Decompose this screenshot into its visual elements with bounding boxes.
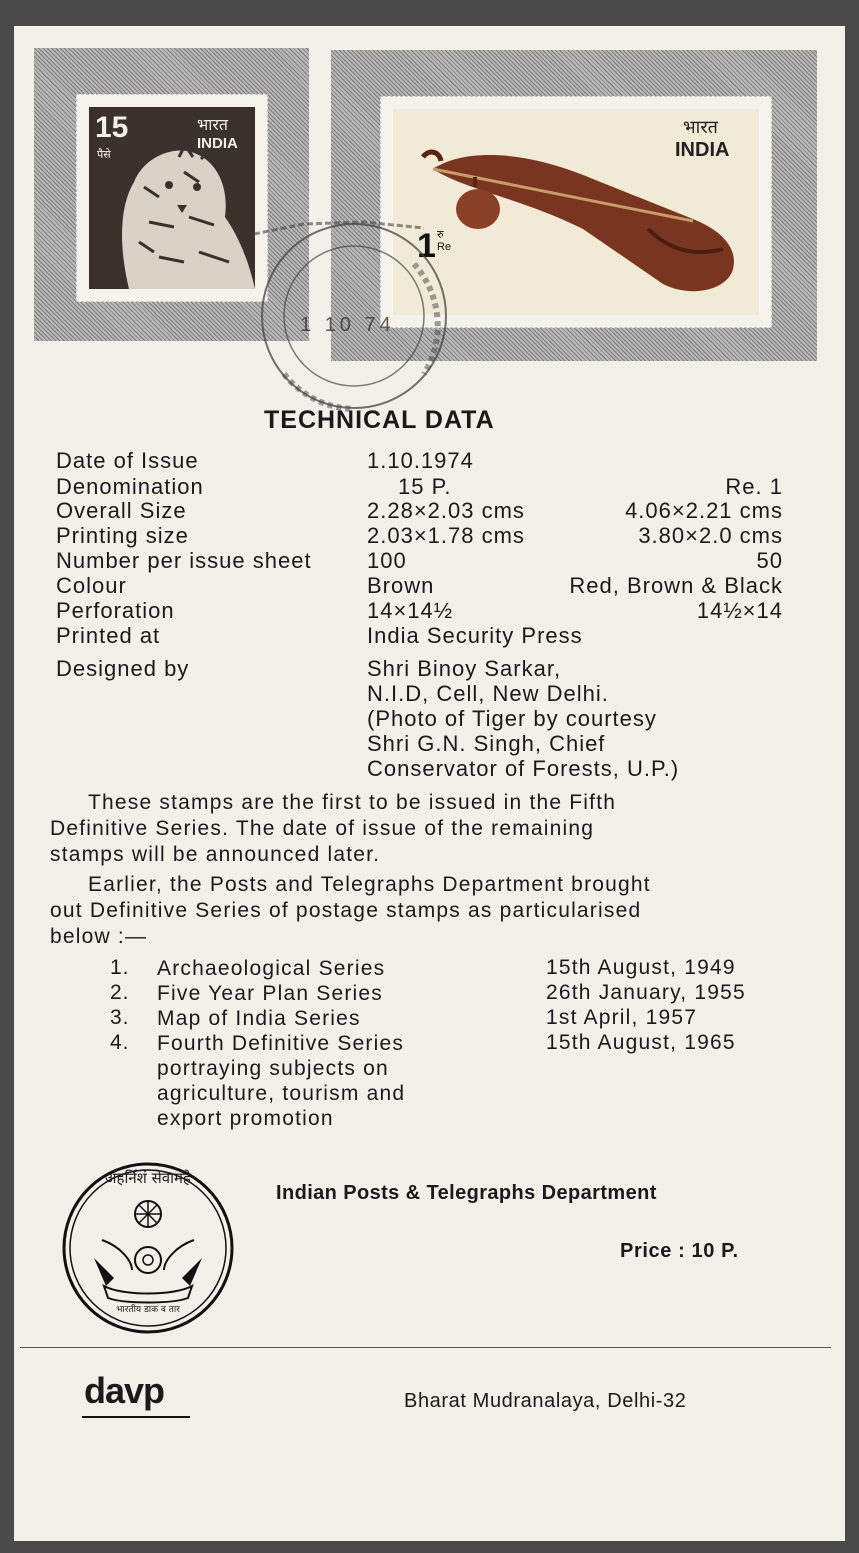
row-label: Overall Size — [56, 498, 187, 523]
item-name: export promotion — [157, 1107, 334, 1130]
department-name: Indian Posts & Telegraphs Department — [276, 1182, 657, 1204]
paragraph-line: Definitive Series. The date of issue of the remaining — [50, 817, 595, 840]
item-number: 2. — [110, 981, 130, 1004]
item-name: portraying subjects on — [157, 1057, 389, 1080]
info-sheet-card — [14, 26, 845, 1541]
item-name: Five Year Plan Series — [157, 982, 383, 1005]
stamp-unit: रु Re — [437, 229, 452, 253]
row-label: Printing size — [56, 523, 189, 548]
row-value-1: 2.28×2.03 cms — [367, 498, 525, 523]
davp-logo — [82, 1370, 190, 1418]
paragraph-line: below :— — [50, 925, 148, 948]
postmark-date: 1 10 74 — [300, 314, 395, 336]
item-date: 26th January, 1955 — [546, 981, 746, 1004]
row-value-2: 14½×14 — [696, 598, 783, 623]
stamp-country: INDIA — [675, 139, 730, 161]
designer-line: (Photo of Tiger by courtesy — [367, 706, 657, 731]
designer-line: Conservator of Forests, U.P.) — [367, 756, 680, 781]
paragraph-line: These stamps are the first to be issued in the Fifth — [88, 791, 617, 814]
row-label: Denomination — [56, 474, 204, 499]
item-number: 3. — [110, 1006, 130, 1029]
stamp-unit: पैसे — [97, 149, 111, 161]
paragraph-line: out Definitive Series of postage stamps as particularised — [50, 899, 642, 922]
row-value-1: Brown — [367, 573, 435, 598]
price: Price : 10 P. — [620, 1240, 739, 1262]
row-value-2: Re. 1 — [725, 474, 783, 499]
paragraph-line: stamps will be announced later. — [50, 843, 381, 866]
emblem-caption: भारतीय डाक व तार — [116, 1305, 180, 1315]
designer-line: Shri G.N. Singh, Chief — [367, 731, 606, 756]
emblem-motto: अहर्निशं सेवामहे — [105, 1169, 191, 1187]
footer-divider — [20, 1347, 831, 1348]
row-value-1: 1.10.1974 — [367, 448, 474, 473]
row-value-2: 3.80×2.0 cms — [638, 523, 783, 548]
paragraph-line: Earlier, the Posts and Telegraphs Department brought — [88, 873, 651, 896]
stamp-country: INDIA — [197, 135, 238, 152]
row-label: Perforation — [56, 598, 175, 623]
row-label: Printed at — [56, 623, 161, 648]
item-name: Fourth Definitive Series — [157, 1032, 405, 1055]
page-title: TECHNICAL DATA — [264, 406, 495, 434]
stamp-value: 1 — [417, 227, 436, 265]
row-label: Designed by — [56, 656, 190, 681]
davp-logo-text: davp — [84, 1370, 165, 1411]
row-label: Date of Issue — [56, 448, 199, 473]
designer-line: Shri Binoy Sarkar, — [367, 656, 562, 681]
stamp-value: 15 — [95, 111, 129, 144]
item-number: 4. — [110, 1031, 130, 1054]
designer-line: N.I.D, Cell, New Delhi. — [367, 681, 609, 706]
item-date: 15th August, 1949 — [546, 956, 736, 979]
row-value-1: 100 — [367, 548, 407, 573]
item-name: Map of India Series — [157, 1007, 361, 1030]
item-name: Archaeological Series — [157, 957, 386, 980]
row-value-2: 50 — [756, 548, 783, 573]
posts-telegraphs-emblem — [62, 1162, 234, 1334]
row-value-2: Red, Brown & Black — [569, 573, 783, 598]
row-label: Colour — [56, 573, 127, 598]
item-date: 15th August, 1965 — [546, 1031, 736, 1054]
stamp-country-hindi: भारत — [683, 117, 718, 137]
row-value-1: 2.03×1.78 cms — [367, 523, 525, 548]
item-date: 1st April, 1957 — [546, 1006, 698, 1029]
row-value-1: 15 P. — [398, 474, 452, 499]
item-name: agriculture, tourism and — [157, 1082, 406, 1105]
row-value-1: 14×14½ — [367, 598, 454, 623]
printer-name: Bharat Mudranalaya, Delhi-32 — [404, 1390, 687, 1412]
row-value-1: India Security Press — [367, 623, 583, 648]
row-value-2: 4.06×2.21 cms — [625, 498, 783, 523]
stamp-country-hindi: भारत — [197, 117, 229, 134]
row-label: Number per issue sheet — [56, 548, 312, 573]
item-number: 1. — [110, 956, 130, 979]
